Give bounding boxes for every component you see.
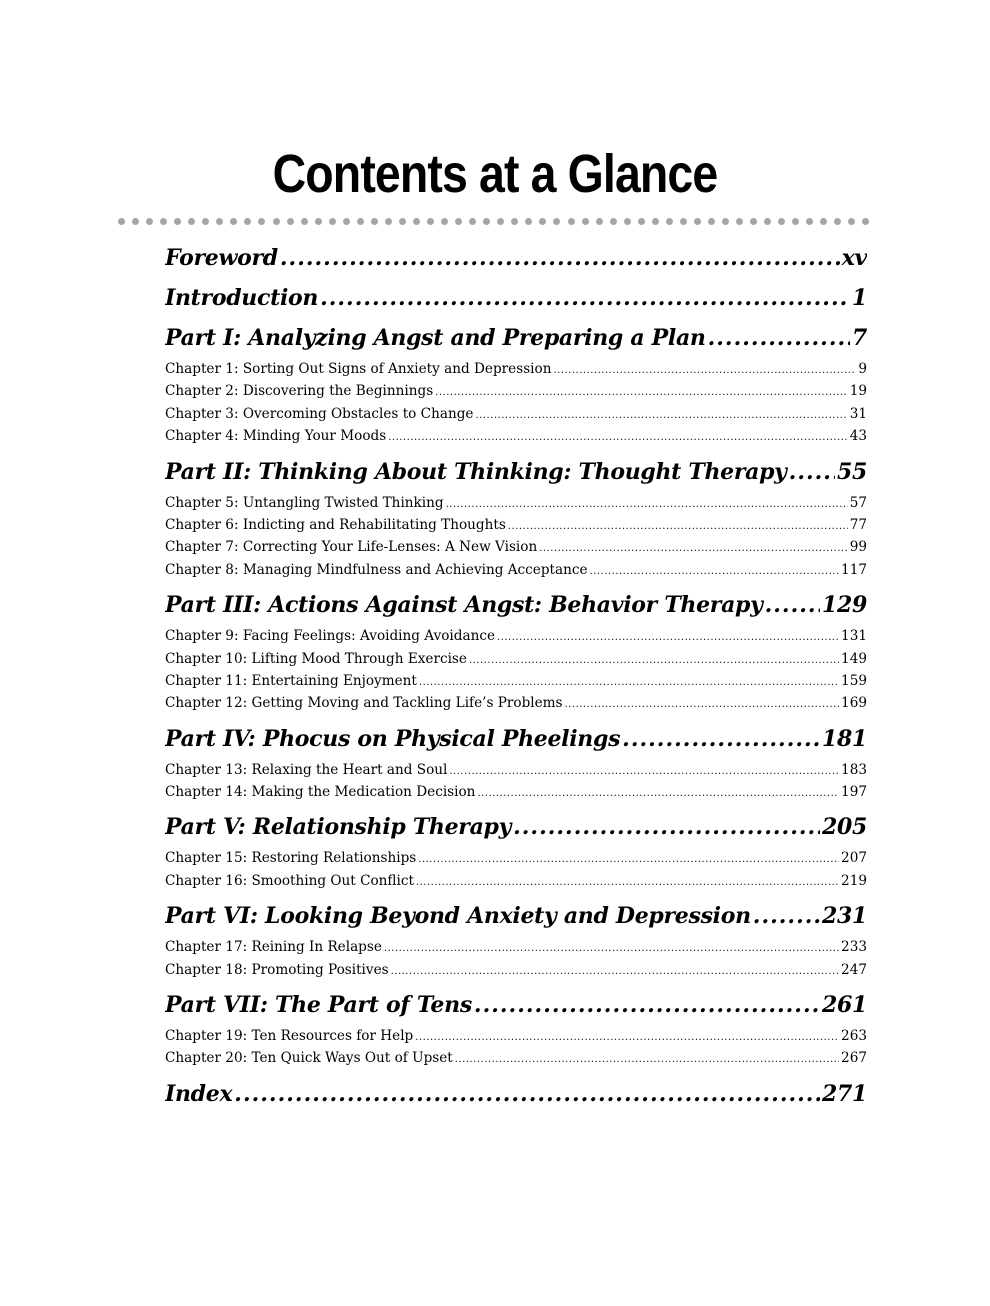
toc-chapter-entry[interactable] <box>165 847 867 869</box>
toc-entry-page-number: 197 <box>841 784 867 801</box>
dot-leader <box>708 318 850 358</box>
dot-leader <box>415 1027 839 1047</box>
table-of-contents <box>165 238 867 1114</box>
toc-entry-title: Part VII: The Part of Tens <box>165 992 472 1019</box>
dot-leader <box>446 494 848 514</box>
divider-dot <box>722 218 729 225</box>
divider-dot <box>385 218 392 225</box>
divider-dot <box>539 218 546 225</box>
toc-entry-title: Foreword <box>165 245 278 271</box>
divider-dot <box>441 218 448 225</box>
divider-dot <box>806 218 813 225</box>
toc-chapter-entry[interactable] <box>165 625 867 647</box>
divider-dot <box>511 218 518 225</box>
divider-dot <box>188 218 195 225</box>
dot-leader <box>622 719 820 759</box>
toc-entry-page-number: 205 <box>821 814 867 841</box>
toc-entry-title: Chapter 18: Promoting Positives <box>165 961 389 978</box>
toc-entry-page-number: 261 <box>821 992 867 1019</box>
dot-leader <box>419 672 839 692</box>
toc-entry-page-number: 181 <box>821 725 867 752</box>
toc-chapter-entry[interactable] <box>165 936 867 958</box>
dot-leader <box>553 360 856 380</box>
divider-dot <box>834 218 841 225</box>
toc-entry-page-number: 1 <box>851 285 867 311</box>
divider-dot <box>399 218 406 225</box>
toc-chapter-entry[interactable] <box>165 559 867 581</box>
divider-dot <box>750 218 757 225</box>
toc-entry-page-number: 271 <box>821 1080 867 1107</box>
toc-entry-title: Chapter 3: Overcoming Obstacles to Change <box>165 405 474 422</box>
dot-leader <box>391 961 839 981</box>
toc-entry-page-number: 233 <box>841 939 867 956</box>
toc-part-entry[interactable] <box>165 452 867 492</box>
dot-leader <box>753 896 820 936</box>
dot-leader <box>280 238 840 278</box>
toc-entry-title: Chapter 8: Managing Mindfulness and Achieving Acceptance <box>165 561 588 578</box>
toc-entry-title: Chapter 10: Lifting Mood Through Exercise <box>165 650 467 667</box>
divider-dot <box>764 218 771 225</box>
toc-chapter-entry[interactable] <box>165 403 867 425</box>
toc-chapter-entry[interactable] <box>165 648 867 670</box>
toc-entry-title: Chapter 15: Restoring Relationships <box>165 850 417 867</box>
dot-leader <box>513 807 820 847</box>
toc-chapter-entry[interactable] <box>165 1047 867 1069</box>
divider-dot <box>174 218 181 225</box>
divider-dot <box>680 218 687 225</box>
dot-leader <box>474 985 820 1025</box>
toc-part-entry[interactable] <box>165 719 867 759</box>
divider-dot <box>216 218 223 225</box>
dot-leader <box>590 561 840 581</box>
toc-entry-page-number: 207 <box>841 850 867 867</box>
toc-entry-page-number: 9 <box>858 361 867 377</box>
dot-leader <box>449 761 839 781</box>
divider-dot <box>666 218 673 225</box>
divider-dot <box>820 218 827 225</box>
toc-entry-page-number: 19 <box>849 383 867 400</box>
toc-chapter-entry[interactable] <box>165 358 867 380</box>
divider-dot <box>652 218 659 225</box>
toc-chapter-entry[interactable] <box>165 959 867 981</box>
toc-entry-page-number: 169 <box>841 695 867 712</box>
toc-part-entry[interactable] <box>165 807 867 847</box>
toc-part-entry[interactable] <box>165 1074 867 1114</box>
toc-entry-title: Index <box>165 1080 233 1107</box>
toc-entry-page-number: 7 <box>851 325 867 351</box>
toc-entry-title: Part I: Analyzing Angst and Preparing a Plan <box>165 325 706 351</box>
toc-entry-title: Part V: Relationship Therapy <box>165 814 512 841</box>
divider-dot <box>427 218 434 225</box>
toc-entry-page-number: xv <box>841 245 867 271</box>
toc-entry-page-number: 231 <box>821 903 867 930</box>
divider-dot <box>469 218 476 225</box>
divider-dot <box>582 218 589 225</box>
toc-chapter-entry[interactable] <box>165 536 867 558</box>
toc-entry-title: Chapter 17: Reining In Relapse <box>165 939 382 956</box>
divider-dot <box>202 218 209 225</box>
toc-entry-page-number: 219 <box>841 872 867 889</box>
toc-entry-title: Chapter 7: Correcting Your Life-Lenses: A New Vision <box>165 539 538 556</box>
toc-entry-page-number: 247 <box>841 961 867 978</box>
divider-dot <box>596 218 603 225</box>
toc-entry-title: Chapter 19: Ten Resources for Help <box>165 1028 414 1045</box>
divider-dot <box>792 218 799 225</box>
toc-chapter-entry[interactable] <box>165 425 867 447</box>
toc-part-entry[interactable] <box>165 238 867 278</box>
toc-entry-title: Chapter 5: Untangling Twisted Thinking <box>165 494 444 511</box>
divider-dot <box>258 218 265 225</box>
dot-leader <box>475 405 847 425</box>
toc-entry-page-number: 263 <box>841 1028 867 1045</box>
dotted-divider <box>118 216 870 226</box>
toc-entry-title: Chapter 20: Ten Quick Ways Out of Upset <box>165 1050 453 1067</box>
dot-leader <box>477 783 839 803</box>
toc-chapter-entry[interactable] <box>165 781 867 803</box>
toc-entry-page-number: 43 <box>849 428 867 445</box>
divider-dot <box>708 218 715 225</box>
toc-chapter-entry[interactable] <box>165 1025 867 1047</box>
divider-dot <box>146 218 153 225</box>
toc-entry-page-number: 55 <box>836 458 867 485</box>
toc-entry-page-number: 117 <box>841 561 867 578</box>
toc-entry-title: Part III: Actions Against Angst: Behavior Therapy <box>165 592 763 619</box>
toc-entry-title: Part IV: Phocus on Physical Pheelings <box>165 725 621 752</box>
toc-part-entry[interactable] <box>165 585 867 625</box>
divider-dot <box>610 218 617 225</box>
divider-dot <box>413 218 420 225</box>
toc-entry-title: Chapter 9: Facing Feelings: Avoiding Avoidance <box>165 628 495 645</box>
divider-dot <box>525 218 532 225</box>
divider-dot <box>455 218 462 225</box>
toc-entry-title: Chapter 1: Sorting Out Signs of Anxiety and Depression <box>165 361 552 377</box>
divider-dot <box>315 218 322 225</box>
divider-dot <box>244 218 251 225</box>
dot-leader <box>388 427 847 447</box>
toc-entry-page-number: 57 <box>849 494 867 511</box>
divider-dot <box>118 218 125 225</box>
divider-dot <box>694 218 701 225</box>
toc-chapter-entry[interactable] <box>165 380 867 402</box>
toc-chapter-entry[interactable] <box>165 670 867 692</box>
dot-leader <box>384 938 839 958</box>
toc-entry-title: Chapter 11: Entertaining Enjoyment <box>165 672 417 689</box>
divider-dot <box>343 218 350 225</box>
divider-dot <box>357 218 364 225</box>
toc-entry-title: Introduction <box>165 285 319 311</box>
divider-dot <box>230 218 237 225</box>
toc-entry-page-number: 159 <box>841 672 867 689</box>
dot-leader <box>320 278 850 318</box>
divider-dot <box>848 218 855 225</box>
divider-dot <box>483 218 490 225</box>
dot-leader <box>765 585 820 625</box>
toc-entry-page-number: 99 <box>849 539 867 556</box>
toc-entry-title: Part II: Thinking About Thinking: Thought Therapy <box>165 458 787 485</box>
toc-entry-title: Chapter 2: Discovering the Beginnings <box>165 383 434 400</box>
divider-dot <box>568 218 575 225</box>
toc-part-entry[interactable] <box>165 318 867 358</box>
toc-part-entry[interactable] <box>165 896 867 936</box>
toc-chapter-entry[interactable] <box>165 870 867 892</box>
toc-entry-title: Chapter 4: Minding Your Moods <box>165 428 387 445</box>
dot-leader <box>508 516 848 536</box>
dot-leader <box>435 382 848 402</box>
divider-dot <box>329 218 336 225</box>
toc-chapter-entry[interactable] <box>165 759 867 781</box>
divider-dot <box>778 218 785 225</box>
dot-leader <box>234 1074 820 1114</box>
toc-entry-page-number: 31 <box>849 405 867 422</box>
divider-dot <box>624 218 631 225</box>
divider-dot <box>371 218 378 225</box>
divider-dot <box>862 218 869 225</box>
divider-dot <box>638 218 645 225</box>
toc-chapter-entry[interactable] <box>165 692 867 714</box>
dot-leader <box>789 452 835 492</box>
divider-dot <box>160 218 167 225</box>
page-title: Contents at a Glance <box>272 144 718 204</box>
dot-leader <box>565 694 840 714</box>
toc-entry-title: Chapter 14: Making the Medication Decision <box>165 784 476 801</box>
divider-dot <box>736 218 743 225</box>
dot-leader <box>416 872 839 892</box>
dot-leader <box>497 627 839 647</box>
toc-chapter-entry[interactable] <box>165 514 867 536</box>
toc-part-entry[interactable] <box>165 985 867 1025</box>
divider-dot <box>553 218 560 225</box>
divider-dot <box>301 218 308 225</box>
toc-part-entry[interactable] <box>165 278 867 318</box>
toc-entry-page-number: 267 <box>841 1050 867 1067</box>
toc-entry-title: Chapter 6: Indicting and Rehabilitating Thoughts <box>165 516 506 533</box>
divider-dot <box>132 218 139 225</box>
dot-leader <box>455 1049 839 1069</box>
dot-leader <box>469 650 839 670</box>
toc-entry-title: Chapter 13: Relaxing the Heart and Soul <box>165 761 448 778</box>
toc-entry-title: Chapter 16: Smoothing Out Conflict <box>165 872 414 889</box>
toc-entry-page-number: 183 <box>841 761 867 778</box>
toc-entry-title: Chapter 12: Getting Moving and Tackling Life’s Problems <box>165 695 563 712</box>
divider-dot <box>497 218 504 225</box>
toc-chapter-entry[interactable] <box>165 492 867 514</box>
toc-entry-page-number: 129 <box>821 592 867 619</box>
dot-leader <box>539 538 847 558</box>
divider-dot <box>273 218 280 225</box>
dot-leader <box>418 849 839 869</box>
toc-entry-page-number: 131 <box>841 628 867 645</box>
toc-entry-title: Part VI: Looking Beyond Anxiety and Depression <box>165 903 751 930</box>
toc-entry-page-number: 149 <box>841 650 867 667</box>
toc-entry-page-number: 77 <box>849 516 867 533</box>
divider-dot <box>287 218 294 225</box>
